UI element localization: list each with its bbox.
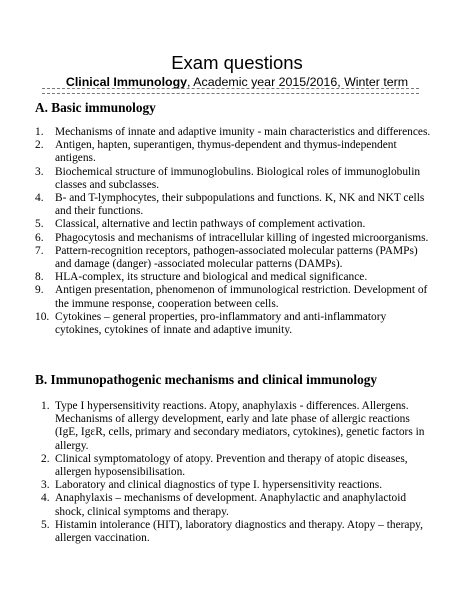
list-item: 3. Laboratory and clinical diagnostics of type I. hypersensitivity reactions. — [41, 479, 383, 492]
header-divider — [42, 88, 419, 94]
list-item: 8. HLA-complex, its structure and biological and medical significance. — [35, 271, 368, 284]
list-item: 4. B- and T-lymphocytes, their subpopulations and functions. K, NK and NKT cells and their functions. — [35, 192, 425, 218]
list-item: 3. Biochemical structure of immunoglobulins. Biological roles of immunoglobulin classes and subclasses. — [35, 165, 421, 191]
term-info: , Academic year 2015/2016, Winter term — [187, 75, 409, 89]
list-item: 7. Pattern-recognition receptors, pathogen-associated molecular patterns (PAMPs) and damage (danger) -associated molecular patterns (DAMPs). — [35, 244, 418, 271]
list-item: 9. Antigen presentation, phenomenon of immunological restriction. Development of the immune response, cooperation between cells. — [35, 284, 428, 310]
section-a-heading: A. Basic immunology — [35, 100, 156, 115]
course-name: Clinical Immunology — [65, 75, 188, 89]
list-item: 4. Anaphylaxis – mechanisms of development. Anaphylactic and anaphylactoid shock, clinical symptoms and therapy. — [41, 492, 407, 518]
list-item: 5. Histamin intolerance (HIT), laboratory diagnostics and therapy. Atopy – therapy, allergen vaccination. — [41, 518, 423, 545]
section-a-list — [35, 126, 435, 337]
list-item: 5. Classical, alternative and lectin pathways of complement activation. — [35, 218, 366, 231]
list-item: 1. Type I hypersensitivity reactions. Atopy, anaphylaxis - differences. Allergens. Mechanisms of allergy development, early and late phase of allergic reactions (IgE, IgεR, cells, primary and secondary mediators, cytokines), genetic factors in allergy. — [41, 400, 425, 452]
section-b-heading: B. Immunopathogenic mechanisms and clinical immunology — [35, 372, 378, 387]
list-item: 6. Phagocytosis and mechanisms of intracellular killing of ingested microorganisms. — [35, 231, 429, 244]
list-item: 2. Antigen, hapten, superantigen, thymus-dependent and thymus-independent antigens. — [35, 139, 397, 165]
page-title: Exam questions — [171, 52, 303, 73]
list-item: 1. Mechanisms of innate and adaptive imunity - main characteristics and differences. — [35, 126, 431, 138]
list-item: 10. Cytokines – general properties, pro-inflammatory and anti-inflammatory cytokines, cytokines of innate and adaptive imunity. — [35, 310, 387, 337]
list-item: 2. Clinical symptomatology of atopy. Prevention and therapy of atopic diseases, allergen hyposensibilisation. — [41, 452, 408, 479]
section-b-list — [35, 400, 435, 545]
